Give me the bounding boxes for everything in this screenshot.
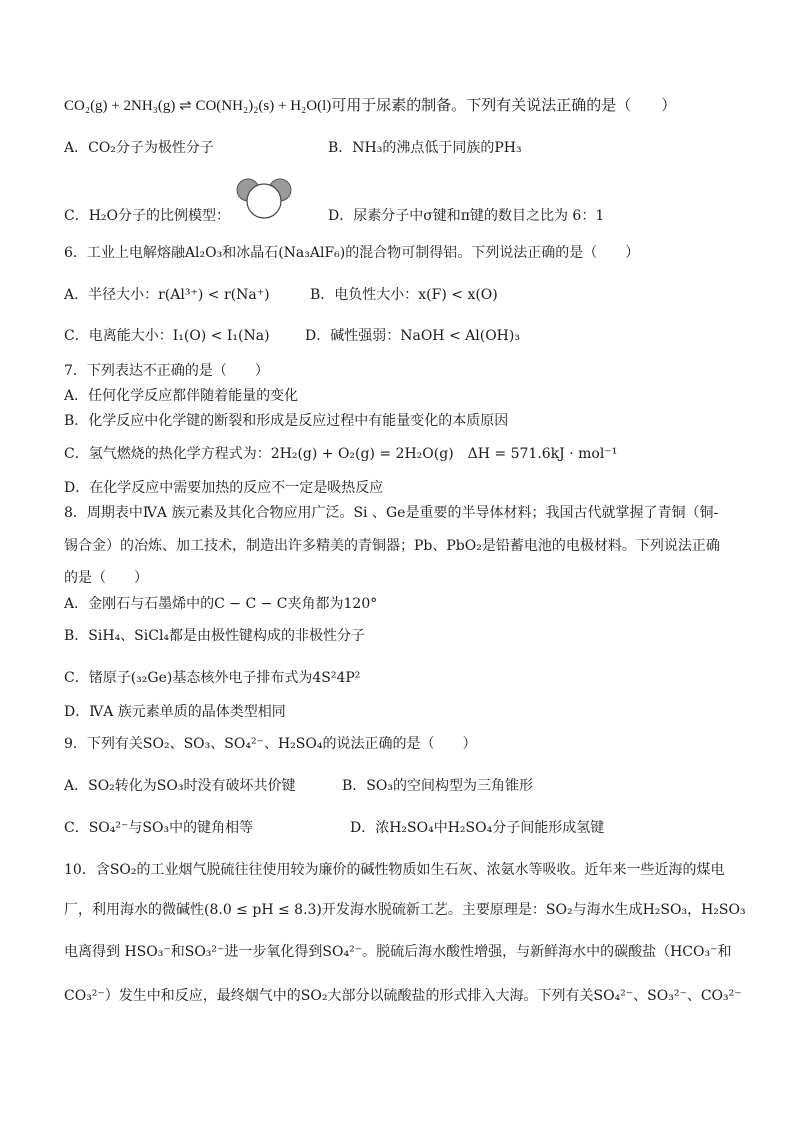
q9-option-b: B．SO₃的空间构型为三角锥形	[342, 778, 533, 794]
q8-stem-line1: 8．周期表中ⅣA 族元素及其化合物应用广泛。Si 、Ge是重要的半导体材料；我国古代就掌握了青铜（铜-	[64, 505, 719, 521]
q5-stem	[64, 96, 676, 116]
q10-line4: CO₃²⁻）发生中和反应，最终烟气中的SO₂大部分以硫酸盐的形式排入大海。下列有关SO₄²⁻、SO₃²⁻、CO₃²⁻	[64, 988, 742, 1004]
q7-option-a: A．任何化学反应都伴随着能量的变化	[64, 388, 299, 404]
q10-line2: 厂，利用海水的微碱性(8.0 ≤ pH ≤ 8.3)开发海水脱硫新工艺。主要原理是：SO₂与海水生成H₂SO₃，H₂SO₃	[64, 902, 746, 918]
q9-option-c: C．SO₄²⁻与SO₃中的键角相等	[64, 820, 254, 836]
q6-stem: 6．工业上电解熔融Al₂O₃和冰晶石(Na₃AlF₆)的混合物可制得铝。下列说法正确的是（ ）	[64, 245, 640, 261]
q5-stem-text: 可用于尿素的制备。下列有关说法正确的是（ ）	[331, 98, 677, 114]
q8-stem-line2: 锡合金）的冶炼、加工技术，制造出许多精美的青铜器；Pb、PbO₂是铅蓄电池的电极材料。下列说法正确	[64, 538, 720, 554]
q6-option-d: D．碱性强弱：NaOH < Al(OH)₃	[305, 328, 520, 344]
q5-option-b: B．NH₃的沸点低于同族的PH₃	[328, 140, 522, 156]
q7-option-c: C．氢气燃烧的热化学方程式为：2H₂(g) + O₂(g) = 2H₂O(g) ΔH = 571.6kJ · mol⁻¹	[64, 446, 618, 462]
q9-option-a: A．SO₂转化为SO₃时没有破坏共价键	[64, 778, 296, 794]
q8-option-d: D．ⅣA 族元素单质的晶体类型相同	[64, 704, 286, 720]
q6-option-a: A．半径大小：r(Al³⁺) < r(Na⁺)	[64, 287, 270, 303]
q8-stem-line3: 的是（ ）	[64, 570, 148, 586]
q6-option-b: B．电负性大小：x(F) < x(O)	[310, 287, 498, 303]
water-space-filling-model	[234, 176, 294, 220]
q7-stem: 7．下列表达不正确的是（ ）	[64, 363, 269, 379]
q5-option-c: C．H₂O分子的比例模型：	[64, 208, 231, 224]
q10-line1: 10．含SO₂的工业烟气脱硫往往使用较为廉价的碱性物质如生石灰、浓氨水等吸收。近年来一些近海的煤电	[64, 862, 725, 878]
q5-equation: CO₂(g) + 2NH₃(g) ⇌ CO(NH₂)₂(s) + H₂O(l)	[64, 98, 332, 114]
q9-stem: 9．下列有关SO₂、SO₃、SO₄²⁻、H₂SO₄的说法正确的是（ ）	[64, 736, 477, 752]
q8-option-c: C．锗原子(₃₂Ge)基态核外电子排布式为4S²4P²	[64, 670, 361, 686]
q5-option-a: A．CO₂分子为极性分子	[64, 140, 214, 156]
q6-option-c: C．电离能大小：I₁(O) < I₁(Na)	[64, 328, 270, 344]
q10-line3: 电离得到 HSO₃⁻和SO₃²⁻进一步氧化得到SO₄²⁻。脱硫后海水酸性增强，与新鲜海水中的碳酸盐（HCO₃⁻和	[64, 944, 732, 960]
q7-option-d: D．在化学反应中需要加热的反应不一定是吸热反应	[64, 480, 384, 496]
q8-option-b: B．SiH₄、SiCl₄都是由极性键构成的非极性分子	[64, 628, 366, 644]
q9-option-d: D．浓H₂SO₄中H₂SO₄分子间能形成氢键	[350, 820, 605, 836]
q7-option-b: B．化学反应中化学键的断裂和形成是反应过程中有能量变化的本质原因	[64, 413, 509, 429]
q5-option-d: D．尿素分子中σ键和π键的数目之比为 6：1	[328, 208, 605, 224]
q8-option-a: A．金刚石与石墨烯中的C − C − C夹角都为120°	[64, 596, 378, 612]
